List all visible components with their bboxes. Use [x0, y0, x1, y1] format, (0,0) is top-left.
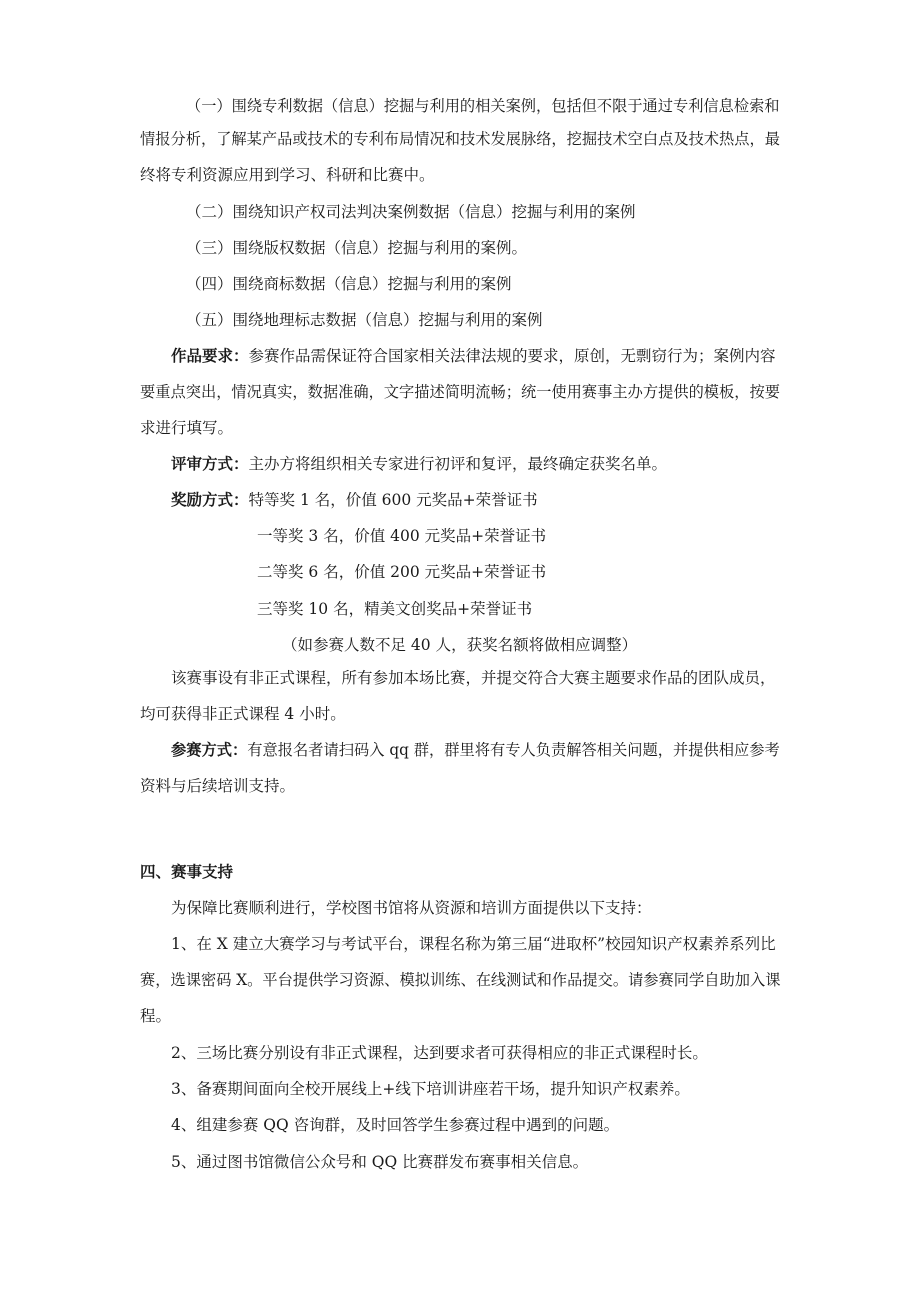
join-line-2: 资料与后续培训支持。 — [140, 777, 296, 795]
requirements-line-2: 要重点突出，情况真实，数据准确，文字描述简明流畅；统一使用赛事主办方提供的模板，按要 — [140, 383, 781, 401]
requirements-label: 作品要求： — [171, 347, 249, 365]
category-item-3: （三）围绕版权数据（信息）挖掘与利用的案例。 — [186, 239, 528, 257]
awards-line — [171, 490, 538, 510]
category-item-5: （五）围绕地理标志数据（信息）挖掘与利用的案例 — [186, 311, 543, 329]
support-item-5: 5、通过图书馆微信公众号和 QQ 比赛群发布赛事相关信息。 — [171, 1153, 589, 1171]
category-item-1-line-3: 终将专利资源应用到学习、科研和比赛中。 — [140, 166, 435, 184]
join-line — [171, 740, 780, 760]
category-item-1-line-2: 情报分析，了解某产品或技术的专利布局情况和技术发展脉络，挖掘技术空白点及技术热点，最 — [140, 130, 781, 148]
category-item-4: （四）围绕商标数据（信息）挖掘与利用的案例 — [186, 275, 512, 293]
review-label: 评审方式： — [171, 455, 249, 473]
requirements-text: 参赛作品需保证符合国家相关法律法规的要求，原创，无剽窃行为；案例内容 — [248, 347, 776, 365]
award-first: 一等奖 3 名，价值 400 元奖品+荣誉证书 — [257, 527, 547, 545]
requirements-line-1 — [171, 346, 776, 366]
course-line-1: 该赛事设有非正式课程，所有参加本场比赛，并提交符合大赛主题要求作品的团队成员， — [171, 669, 776, 687]
category-item-2: （二）围绕知识产权司法判决案例数据（信息）挖掘与利用的案例 — [186, 203, 636, 221]
support-item-2: 2、三场比赛分别设有非正式课程，达到要求者可获得相应的非正式课程时长。 — [171, 1044, 708, 1062]
award-note: （如参赛人数不足 40 人，获奖名额将做相应调整） — [282, 636, 638, 654]
award-third: 三等奖 10 名，精美文创奖品+荣誉证书 — [257, 600, 533, 618]
support-item-3: 3、备赛期间面向全校开展线上+线下培训讲座若干场，提升知识产权素养。 — [171, 1080, 690, 1098]
support-item-1-line-1: 1、在 X 建立大赛学习与考试平台，课程名称为第三届“进取杯”校园知识产权素养系列比 — [171, 935, 776, 953]
join-text: 有意报名者请扫码入 qq 群，群里将有专人负责解答相关问题，并提供相应参考 — [247, 741, 780, 759]
requirements-line-3: 求进行填写。 — [140, 419, 234, 437]
join-label: 参赛方式： — [171, 741, 248, 759]
support-item-4: 4、组建参赛 QQ 咨询群，及时回答学生参赛过程中遇到的问题。 — [171, 1116, 620, 1134]
course-line-2: 均可获得非正式课程 4 小时。 — [140, 705, 346, 723]
support-item-1-line-2: 赛，选课密码 X。平台提供学习资源、模拟训练、在线测试和作品提交。请参赛同学自助加入课 — [140, 971, 781, 989]
support-item-1-line-3: 程。 — [140, 1007, 172, 1025]
category-item-1-line-1: （一）围绕专利数据（信息）挖掘与利用的相关案例，包括但不限于通过专利信息检索和 — [186, 97, 780, 115]
award-special: 特等奖 1 名，价值 600 元奖品+荣誉证书 — [248, 491, 538, 509]
section-4-intro: 为保障比赛顺利进行，学校图书馆将从资源和培训方面提供以下支持： — [171, 899, 652, 917]
award-second: 二等奖 6 名，价值 200 元奖品+荣誉证书 — [257, 563, 547, 581]
section-4-heading: 四、赛事支持 — [140, 863, 234, 881]
awards-label: 奖励方式： — [171, 491, 249, 509]
review-line — [171, 454, 667, 474]
review-text: 主办方将组织相关专家进行初评和复评，最终确定获奖名单。 — [248, 455, 668, 473]
